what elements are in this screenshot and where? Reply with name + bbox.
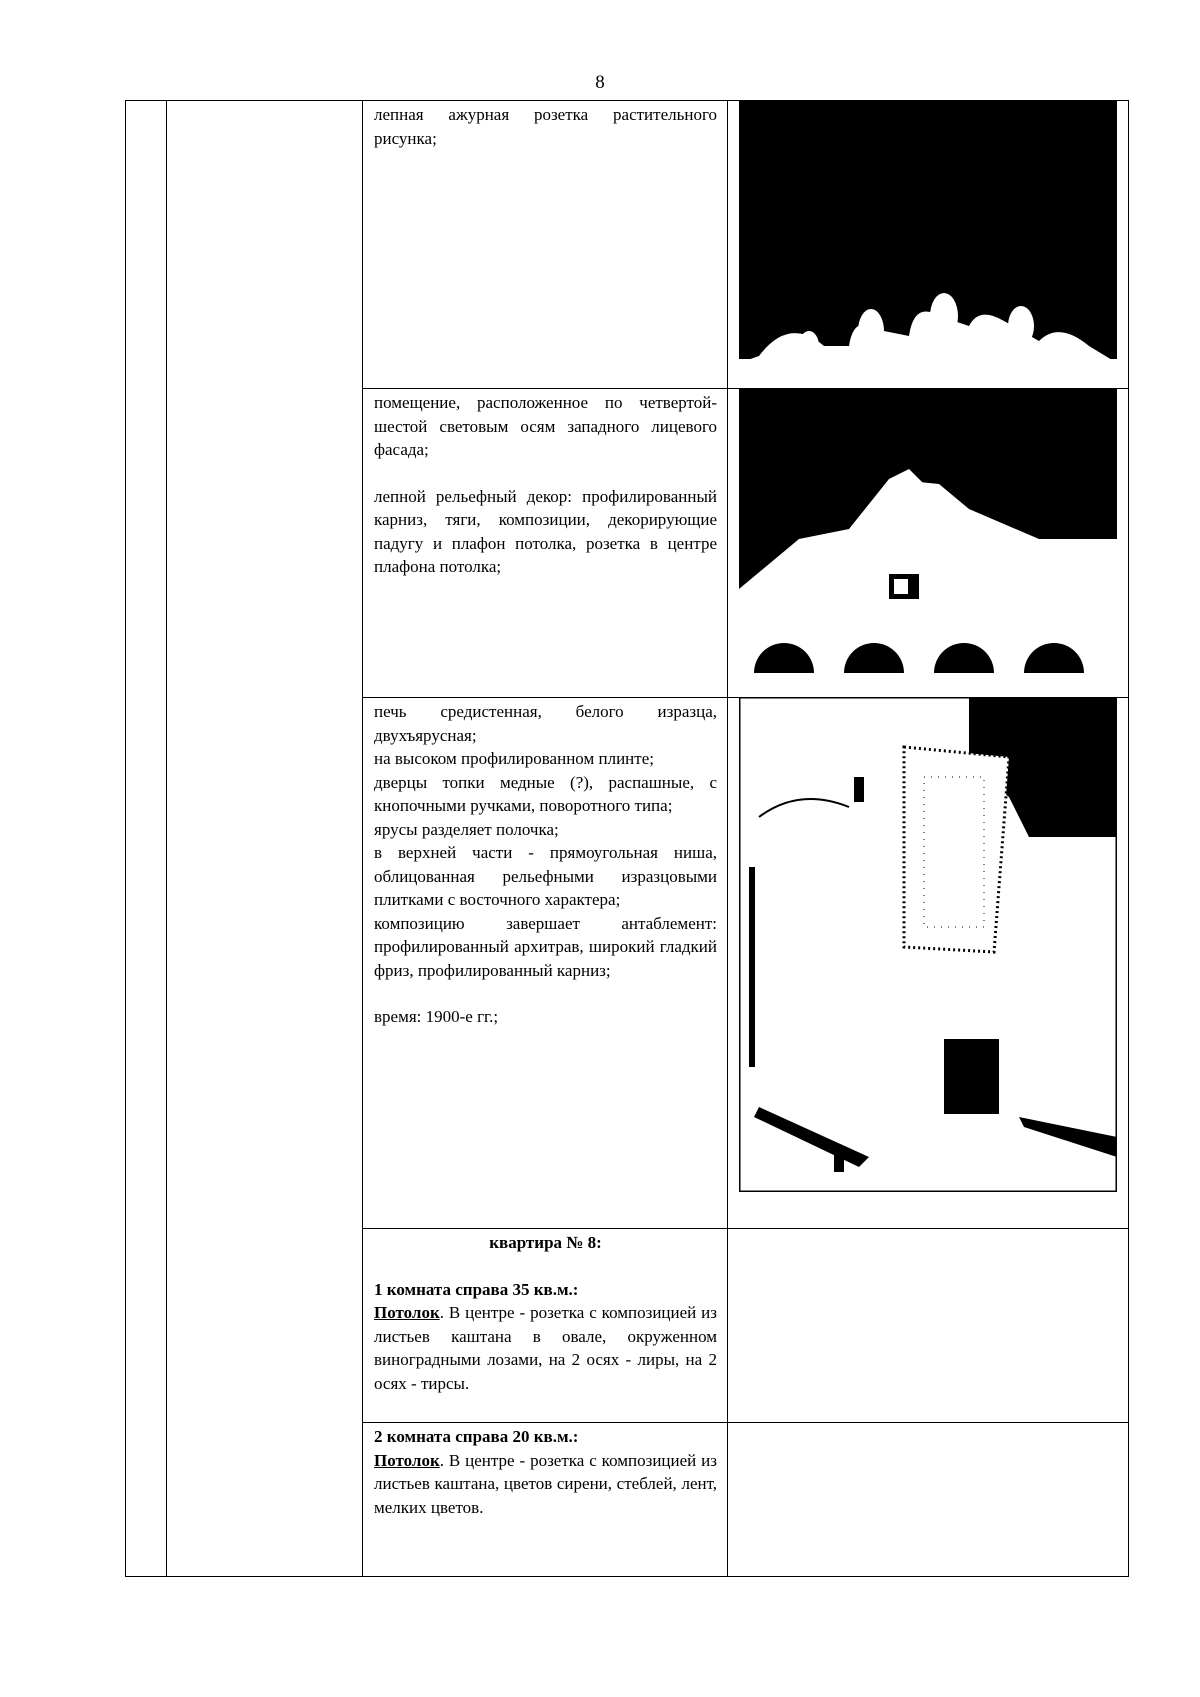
description-line: на высоком профилированном плинте; <box>374 749 654 768</box>
description-cell <box>363 389 728 698</box>
column-number-cell <box>126 101 167 1577</box>
page-number: 8 <box>595 72 605 93</box>
table-row <box>126 101 1129 389</box>
description-cell <box>363 1423 728 1577</box>
description-line: дверцы топки медные (?), распашные, с кнопочными ручками, поворотного типа; <box>374 772 717 815</box>
room-heading: 1 комната справа 35 кв.м.: <box>374 1279 579 1299</box>
description-cell <box>363 101 728 389</box>
ceiling-text: . В центре - розетка с композицией из листьев каштана, цветов сирени, стеблей, лент, мелких цветов. <box>374 1450 717 1517</box>
description-text: лепной рельефный декор: профилированный карниз, тяги, композиции, декорирующие падугу и плафон потолка, розетка в центре плафона потолка; <box>374 486 717 576</box>
photo-ceiling-rosette <box>739 101 1117 363</box>
description-line: ярусы разделяет полочка; <box>374 819 559 839</box>
apartment-heading: квартира № 8: <box>489 1233 602 1252</box>
ceiling-label: Потолок <box>374 1303 440 1322</box>
description-text: помещение, расположенное по четвертой-шестой световым осям западного лицевого фасада; <box>374 393 717 459</box>
description-line: композицию завершает антаблемент: профилированный архитрав, широкий гладкий фриз, профилированный карниз; <box>374 913 717 980</box>
room-heading: 2 комната справа 20 кв.м.: <box>374 1427 579 1446</box>
ceiling-text: . В центре - розетка с композицией из листьев каштана в овале, окруженном виноградными лозами, на 2 осях - лиры, на 2 осях - тирсы. <box>374 1303 717 1393</box>
monument-table <box>125 100 1129 1577</box>
photo-cell-empty <box>728 1423 1129 1577</box>
dating-text: время: 1900-е гг.; <box>374 1007 499 1026</box>
ceiling-description <box>374 1449 717 1520</box>
column-name-cell <box>167 101 363 1577</box>
description-cell <box>363 698 728 1229</box>
photo-cell <box>728 698 1129 1229</box>
photo-cell <box>728 101 1129 389</box>
description-line: печь средистенная, белого изразца, двухъярусная; <box>374 702 717 745</box>
photo-cell <box>728 389 1129 698</box>
ceiling-description <box>374 1301 717 1395</box>
description-cell <box>363 1229 728 1423</box>
ceiling-label: Потолок <box>374 1450 440 1470</box>
photo-cell-empty <box>728 1229 1129 1423</box>
description-line: в верхней части - прямоугольная ниша, облицованная рельефными изразцовыми плитками с восточного характера; <box>374 843 717 909</box>
photo-relief-decor <box>739 389 1117 673</box>
description-text: лепная ажурная розетка растительного рисунка; <box>374 105 717 148</box>
photo-tiled-stove <box>739 697 1117 1192</box>
